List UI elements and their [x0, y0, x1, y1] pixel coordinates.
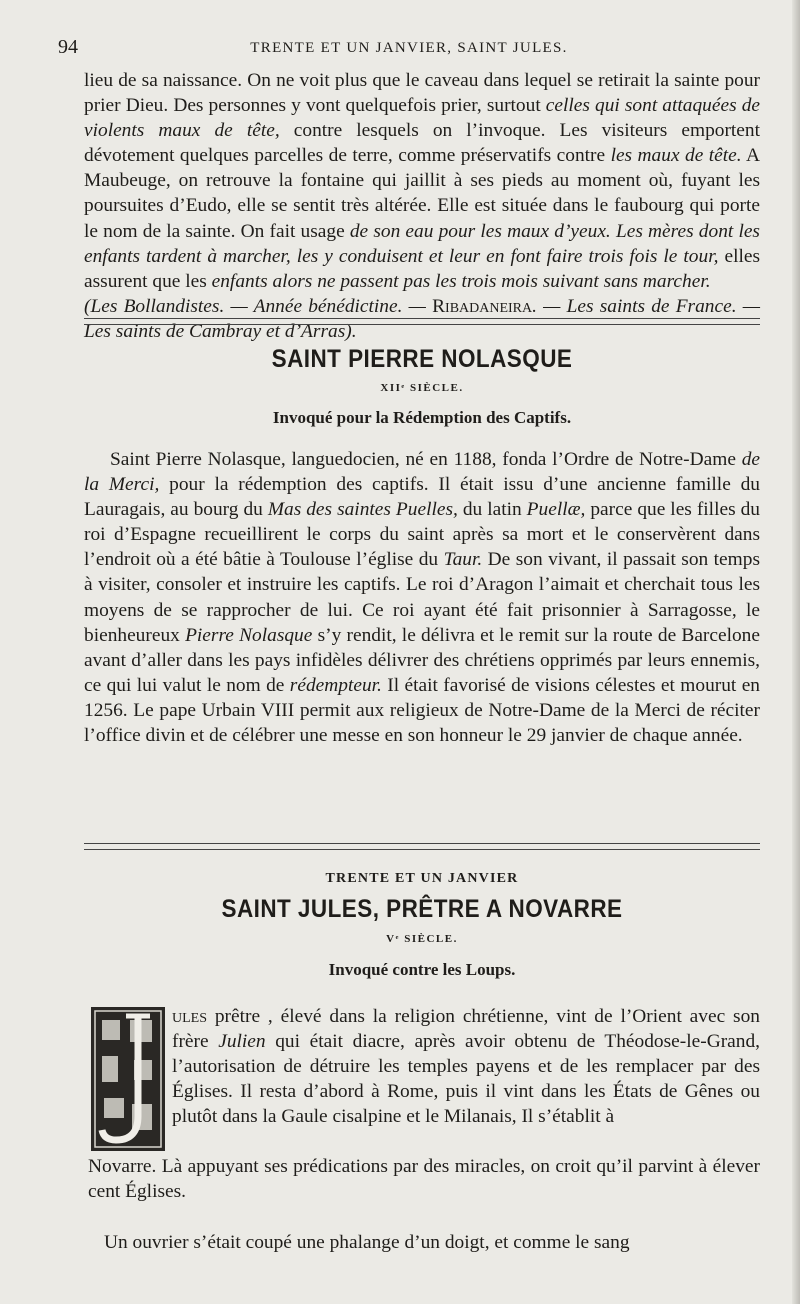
page-number: 94	[58, 36, 78, 58]
section-title: SAINT JULES, PRÊTRE A NOVARRE	[221, 895, 623, 923]
section-divider	[84, 318, 760, 325]
decorated-initial-j-icon	[90, 1006, 166, 1152]
sources-citation: (Les Bollandistes. — Année bénédictine. —	[84, 295, 433, 317]
paragraph-jules-next: Un ouvrier s’était coupé une phalange d’un doigt, et comme le sang	[104, 1232, 630, 1253]
paragraph-jules-opening: ules prêtre , élevé dans la religion chrétienne, vint de l’Orient avec son frère Julien qui était diacre, après avoir obtenu de Théodose-le-Grand, l’autorisation de détruire les temples payens et de les remplacer par des Églises. Il resta d’abord à Rome, puis il vint dans les États de Gênes ou plutôt dans la Gaule cisalpine et le Milanais, Il s’établit à	[172, 1006, 760, 1128]
running-header	[58, 36, 760, 60]
paragraph-jules-continued: Novarre. Là appuyant ses prédications par des miracles, on croit qu’il parvint à élever cent Églises.	[88, 1156, 760, 1203]
paragraph-pierre-nolasque: Saint Pierre Nolasque, languedocien, né en 1188, fonda l’Ordre de Notre-Dame de la Merci, pour la rédemption des captifs. Il était issu d’une ancienne famille du Lauragais, au bourg du Mas des saintes Puelles, du latin Puellæ, parce que les filles du roi d’Espagne recueillirent le corps du saint après sa mort et le conservèrent dans l’endroit où a été bâtie à Toulouse l’église du Taur. De son vivant, il passait son temps à visiter, consoler et instruire les captifs. Le roi d’Aragon l’aimait et cherchait tous les moyens de se rapprocher de lui. Ce roi ayant été fait prisonnier à Sarragosse, le bienheureux Pierre Nolasque s’y rendit, le délivra et le remit sur la route de Barcelone avant d’aller dans les pays infidèles délivrer des chrétiens opprimés par leurs ennemis, ce qui lui valut le nom de rédempteur. Il était favorisé de visions célestes et mourut en 1256. Le pape Urbain VIII permit aux religieux de Notre-Dame de la Merci de réciter l’office divin et de célébrer une messe en son honneur le 29 janvier de chaque année.	[84, 449, 761, 747]
section-century: XIIᵉ SIÈCLE.	[380, 382, 464, 394]
section-invocation: Invoqué pour la Rédemption des Captifs.	[272, 408, 572, 427]
section-divider	[84, 843, 760, 850]
paragraph-sainte-aldegonde-end: lieu de sa naissance. On ne voit plus que le caveau dans lequel se retirait la sainte pour prier Dieu. Des personnes y vont quelquefois prier, surtout celles qui sont attaquées de violents maux de tête, contre lesquels on l’invoque. Les visiteurs emportent dévotement quelques parcelles de terre, comme préservatifs contre les maux de tête. A Maubeuge, on retrouve la fontaine qui jaillit à ses pieds au moment où, fuyant les poursuites d’Eudo, elle se sentit très altérée. Elle est située dans le faubourg qui porte le nom de la sainte. On fait usage de son eau pour les maux d’yeux. Les mères dont les enfants tardent à marcher, les y conduisent et leur en font faire trois fois le tour, elles assurent que les enfants alors ne passent pas les trois mois suivant sans marcher. (Les Bollandistes. — Année bénédictine. — Ribadaneira. — Les saints de France. — Les saints de Cambray et d’Arras).	[84, 70, 760, 342]
section-invocation: Invoqué contre les Loups.	[328, 960, 516, 979]
section-century: Vᵉ SIÈCLE.	[386, 933, 458, 945]
section-date: TRENTE ET UN JANVIER	[325, 871, 519, 886]
running-title: TRENTE ET UN JANVIER, SAINT JULES.	[250, 40, 568, 56]
section-title: SAINT PIERRE NOLASQUE	[271, 345, 573, 373]
page-edge-shadow	[792, 0, 800, 1304]
